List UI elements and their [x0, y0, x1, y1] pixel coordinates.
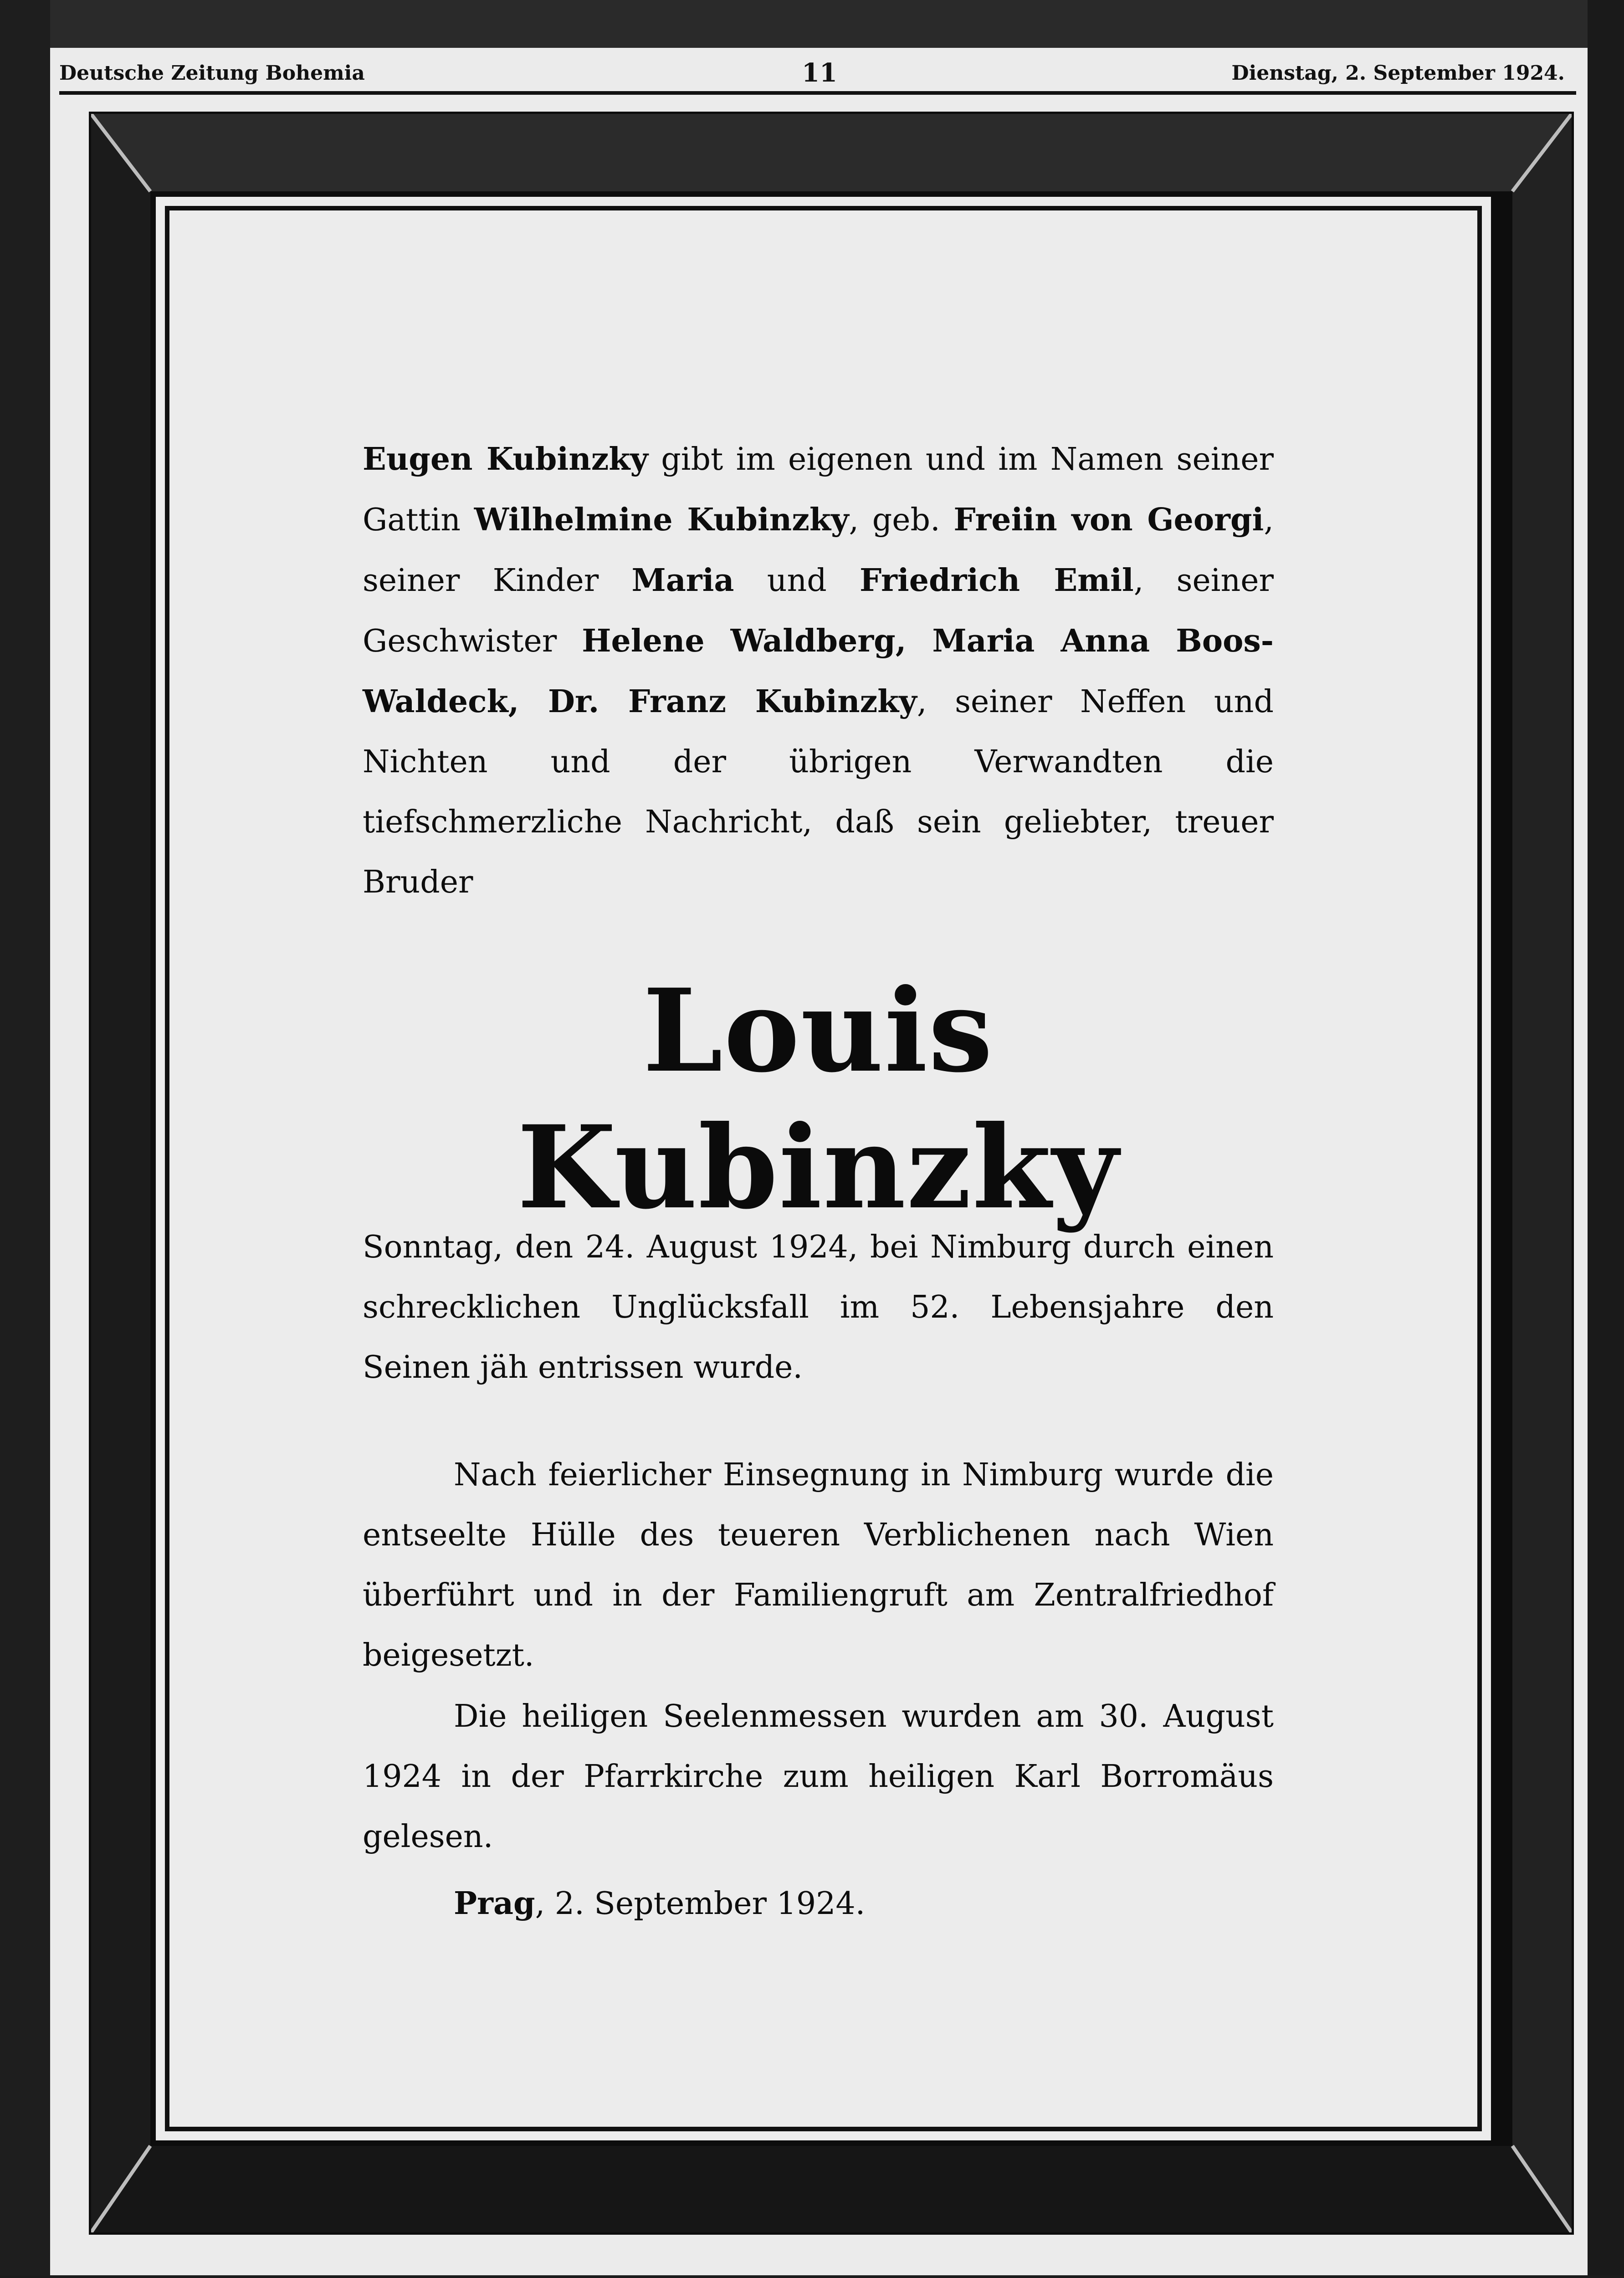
scan-border-right	[1588, 0, 1624, 2278]
page-header	[55, 52, 1569, 93]
announcement-paragraph	[363, 429, 1274, 913]
name-highlight: Helene Waldberg, Maria Anna Boos-Waldeck, Dr. Franz Kubinzky	[363, 623, 1274, 720]
scan-border-bottom	[0, 2275, 1624, 2278]
place: Prag	[454, 1885, 535, 1922]
burial-paragraph: Nach feierlicher Einsegnung in Nimburg wurde die entseelte Hülle des teueren Verblichenen nach Wien überführt und in der Familiengruft am Zentralfriedhof beigesetzt.	[363, 1457, 1274, 1673]
masses-paragraph: Die heiligen Seelenmessen wurden am 30. August 1924 in der Pfarrkirche zum heiligen Karl Borromäus gelesen.	[363, 1698, 1274, 1855]
name-highlight: Eugen Kubinzky	[363, 441, 648, 477]
place-and-date	[363, 1873, 1274, 1934]
notice-text: , seiner Neffen und Nichten und der übrigen Verwandten die tiefschmerzliche Nachricht, daß sein geliebter, treuer Bruder	[363, 684, 1274, 900]
closing-date: , 2. September 1924.	[535, 1886, 866, 1922]
name-highlight: Wilhelmine Kubinzky	[474, 502, 849, 538]
name-highlight: Freiin von Georgi	[953, 502, 1264, 538]
page-number: 11	[802, 58, 837, 88]
notice-text: , seiner Geschwister	[363, 563, 1274, 659]
scan-border-left	[0, 0, 50, 2278]
date-of-death-paragraph: Sonntag, den 24. August 1924, bei Nimburg durch einen schrecklichen Unglücksfall im 52. Lebensjahre den Seinen jäh entrissen wurde.	[363, 1229, 1274, 1385]
name-highlight: Maria	[631, 562, 734, 599]
issue-date: Dienstag, 2. September 1924.	[1231, 62, 1565, 85]
deceased-name: Louis Kubinzky	[517, 964, 1119, 1234]
notice-text: gibt im eigenen und im Namen seiner Gattin	[363, 441, 1274, 538]
name-highlight: Friedrich Emil	[860, 562, 1134, 599]
newspaper-name: Deutsche Zeitung Bohemia	[59, 62, 365, 85]
notice-text: , geb.	[849, 502, 954, 538]
header-rule	[59, 91, 1576, 95]
notice-text: und	[734, 563, 860, 599]
notice-content	[169, 210, 1477, 2127]
scan-border-top	[0, 0, 1624, 48]
notice-text: , seiner Kinder	[363, 502, 1274, 599]
